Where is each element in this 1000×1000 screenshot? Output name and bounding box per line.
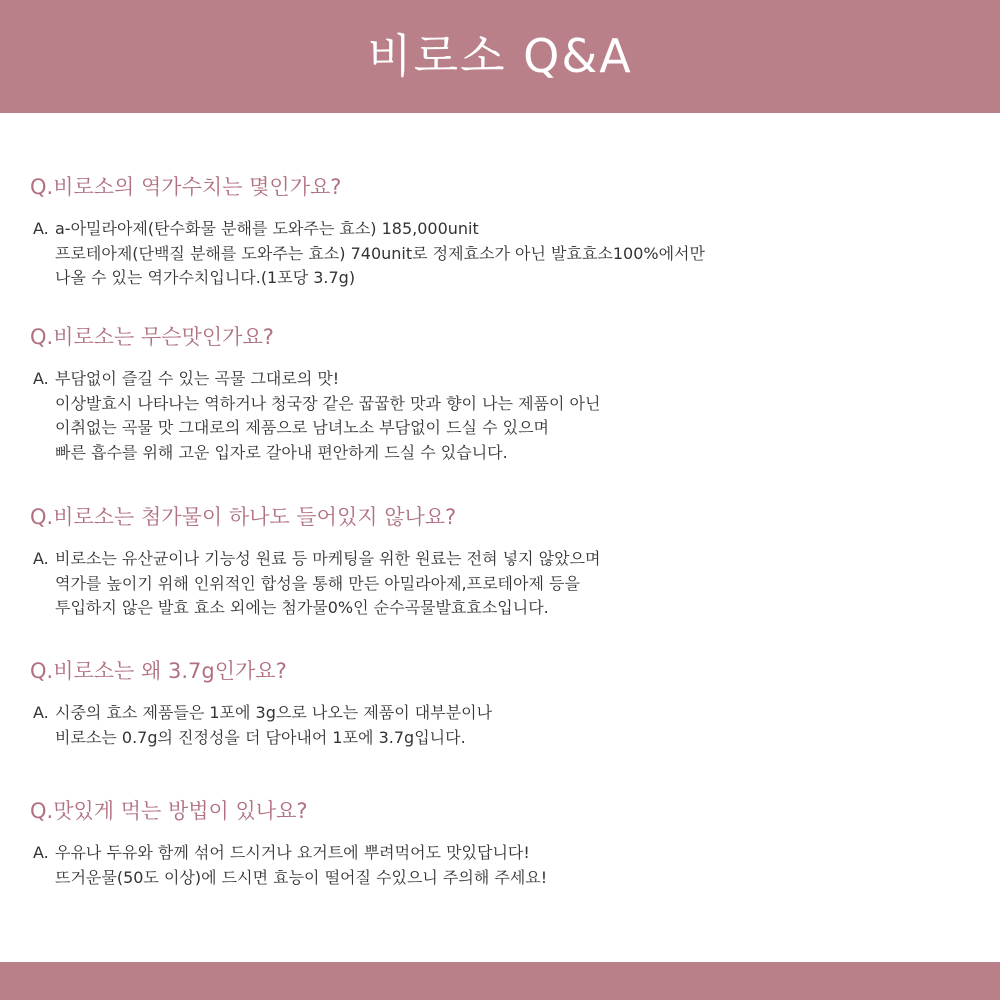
question-5: Q.맛있게 먹는 방법이 있나요? (30, 799, 308, 823)
answer-5 (33, 841, 547, 890)
footer-banner (0, 962, 1000, 1000)
answer-line: 뜨거운물(50도 이상)에 드시면 효능이 떨어질 수있으니 주의해 주세요! (55, 867, 548, 887)
answer-line: 나올 수 있는 역가수치입니다.(1포당 3.7g) (55, 268, 356, 287)
answer-line: 이상발효시 나타나는 역하거나 청국장 같은 꿉꿉한 맛과 향이 나는 제품이 아닌 (55, 393, 601, 413)
answer-line (33, 367, 600, 392)
answer-line: 비로소는 0.7g의 진정성을 더 담아내어 1포에 3.7g입니다. (55, 727, 466, 747)
answer-line: 빠른 흡수를 위해 고운 입자로 갈아내 편안하게 드실 수 있습니다. (55, 442, 508, 462)
answer-text: 우유나 두유와 함께 섞어 드시거나 요거트에 뿌려먹어도 맛있답니다! (55, 843, 530, 862)
question-1: Q.비로소의 역가수치는 몇인가요? (30, 175, 342, 199)
page-title: 비로소 Q&A (367, 28, 633, 83)
answer-2 (33, 367, 600, 465)
answer-line (33, 217, 705, 242)
answer-marker: A. (33, 703, 49, 722)
answer-marker: A. (33, 219, 49, 238)
answer-line (33, 547, 600, 572)
answer-line: 이취없는 곡물 맛 그대로의 제품으로 남녀노소 부담없이 드실 수 있으며 (55, 418, 549, 437)
question-3: Q.비로소는 첨가물이 하나도 들어있지 않나요? (30, 505, 457, 529)
answer-line (33, 701, 492, 726)
answer-text: 부담없이 즐길 수 있는 곡물 그대로의 맛! (55, 369, 340, 388)
answer-text: a-아밀라아제(탄수화물 분해를 도와주는 효소) 185,000unit (55, 219, 479, 238)
answer-4 (33, 701, 492, 750)
answer-marker: A. (33, 549, 49, 568)
answer-text: 비로소는 유산균이나 기능성 원료 등 마케팅을 위한 원료는 전혀 넣지 않았으며 (55, 549, 601, 568)
answer-marker: A. (33, 843, 49, 862)
answer-3 (33, 547, 600, 621)
answer-line: 역가를 높이기 위해 인위적인 합성을 통해 만든 아밀라아제,프로테아제 등을 (55, 573, 580, 593)
answer-line: 프로테아제(단백질 분해를 도와주는 효소) 740unit로 정제효소가 아닌 발효효소100%에서만 (55, 243, 705, 263)
question-4: Q.비로소는 왜 3.7g인가요? (30, 659, 287, 683)
answer-line (33, 841, 547, 866)
answer-marker: A. (33, 369, 49, 388)
answer-1 (33, 217, 705, 291)
answer-text: 시중의 효소 제품들은 1포에 3g으로 나오는 제품이 대부분이나 (55, 703, 493, 722)
header-banner (0, 0, 1000, 113)
question-2: Q.비로소는 무슨맛인가요? (30, 325, 274, 349)
answer-line: 투입하지 않은 발효 효소 외에는 첨가물0%인 순수곡물발효효소입니다. (55, 598, 549, 617)
